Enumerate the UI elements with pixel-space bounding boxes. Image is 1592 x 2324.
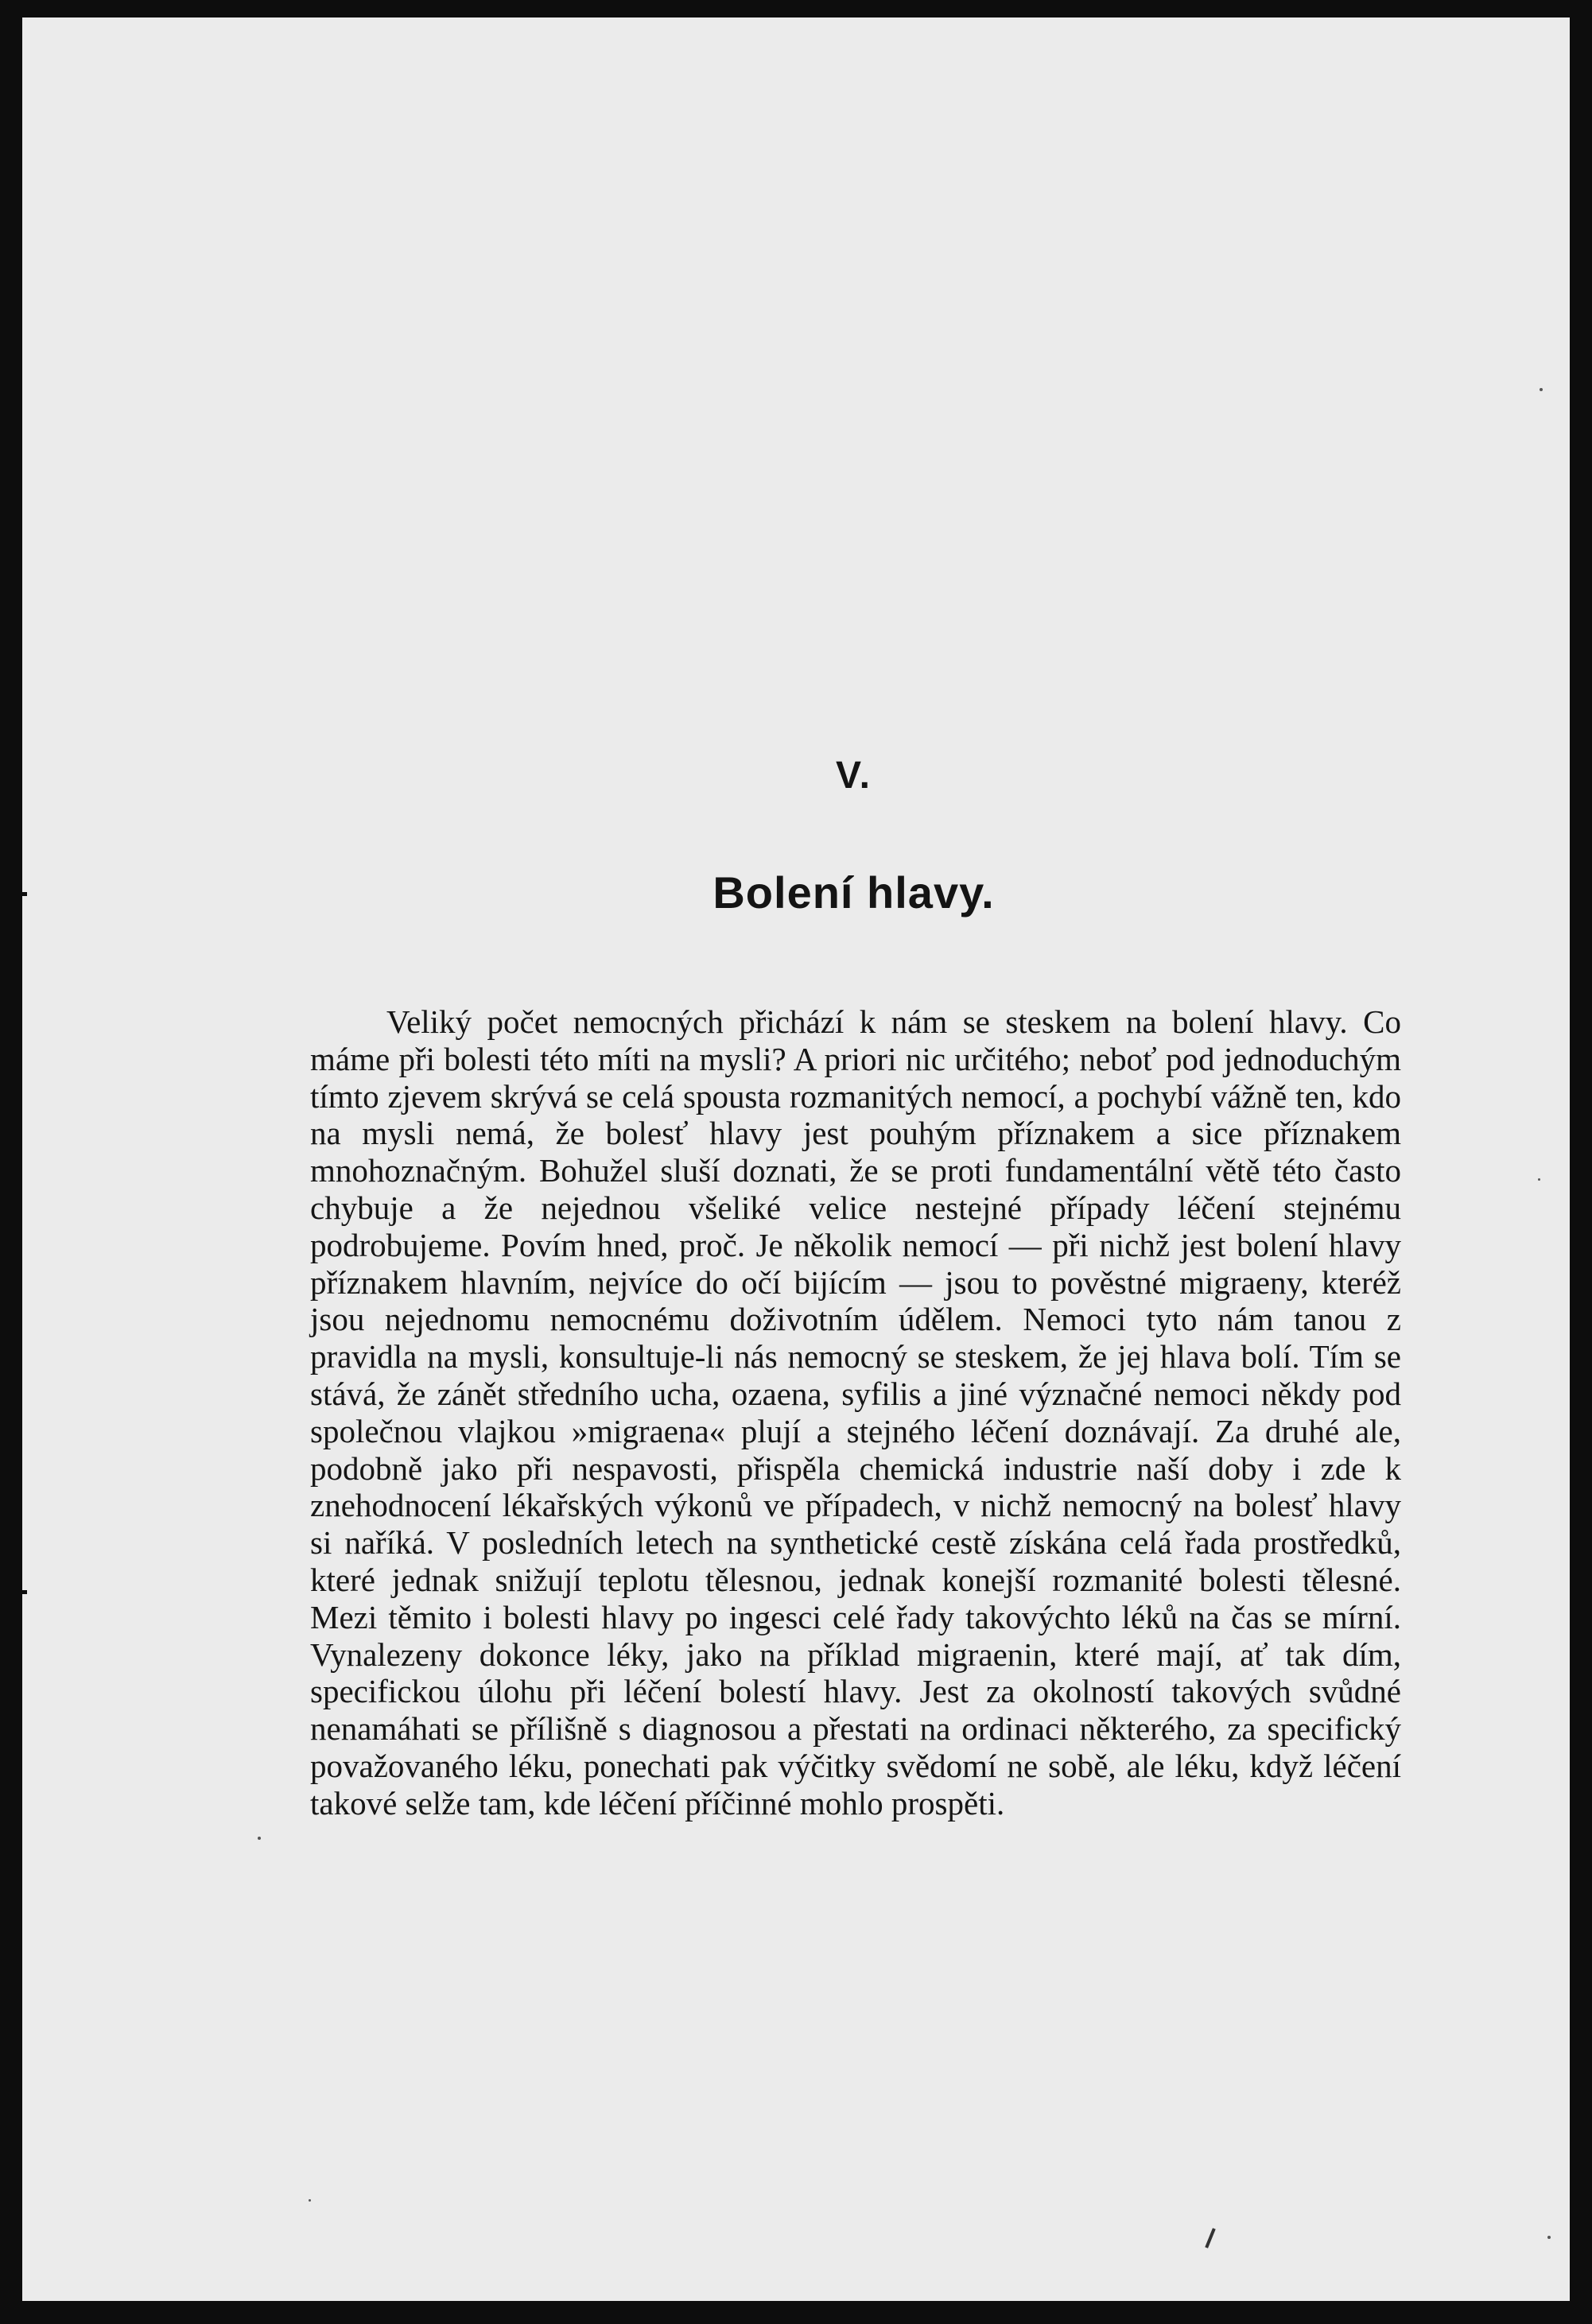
paper-speck bbox=[309, 2199, 311, 2202]
chapter-number: V. bbox=[836, 755, 872, 797]
chapter-title: Bolení hlavy. bbox=[713, 867, 995, 918]
paper-speck bbox=[1538, 1178, 1540, 1181]
paper-speck bbox=[1540, 388, 1543, 391]
body-paragraph: Veliký počet nemocných přichází k nám se steskem na bolení hlavy. Co máme při bolesti této míti na mysli? A priori nic určitého; neboť pod jednoduchým tímto zjevem skrývá se celá spousta rozmanitých nemocí, a pochybí vážně ten, kdo na mysli nemá, že bolesť hlavy jest pouhým příznakem a sice příznakem mnohoznačným. Bohužel sluší doznati, že se proti fundamentální větě této často chybuje a že nejednou všeliké velice nestejné případy léčení stejnému podrobujeme. Povím hned, proč. Je několik nemocí — při nichž jest bolení hlavy příznakem hlavním, nejvíce do očí bijícím — jsou to pověstné migraeny, kteréž jsou nejednomu nemocnému doživotním údělem. Nemoci tyto nám tanou z pravidla na mysli, konsultuje-li nás nemocný se steskem, že jej hlava bolí. Tím se stává, že zánět středního ucha, ozaena, syfilis a jiné význačné nemoci někdy pod společnou vlajkou »migraena« plují a stejného léčení doznávají. Za druhé ale, podobně jako při nespavosti, přispěla chemická industrie naší doby i zde k znehodnocení lékařských výkonů ve případech, v nichž nemocný na bolesť hlavy si naříká. V posledních letech na synthetické cestě získána celá řada prostředků, které jednak snižují teplotu tělesnou, jednak konejší rozmanité bolesti tělesné. Mezi těmito i bolesti hlavy po ingesci celé řady takovýchto léků na čas se mírní. Vynalezeny dokonce léky, jako na příklad migraenin, které mají, ať tak dím, specifickou úlohu při léčení bolestí hlavy. Jest za okolností takových svůdné nenamáhati se přílišně s diagnosou a přestati na ordinaci některého, za specifický považovaného léku, ponechati pak výčitky svědomí ne sobě, ale léku, když léčení takové selže tam, kde léčení příčinné mohlo prospěti. bbox=[310, 1003, 1401, 1822]
edge-mark bbox=[22, 1590, 27, 1594]
pencil-mark bbox=[1205, 2228, 1215, 2248]
paper-speck bbox=[1547, 2236, 1551, 2239]
paper-speck bbox=[258, 1837, 261, 1840]
